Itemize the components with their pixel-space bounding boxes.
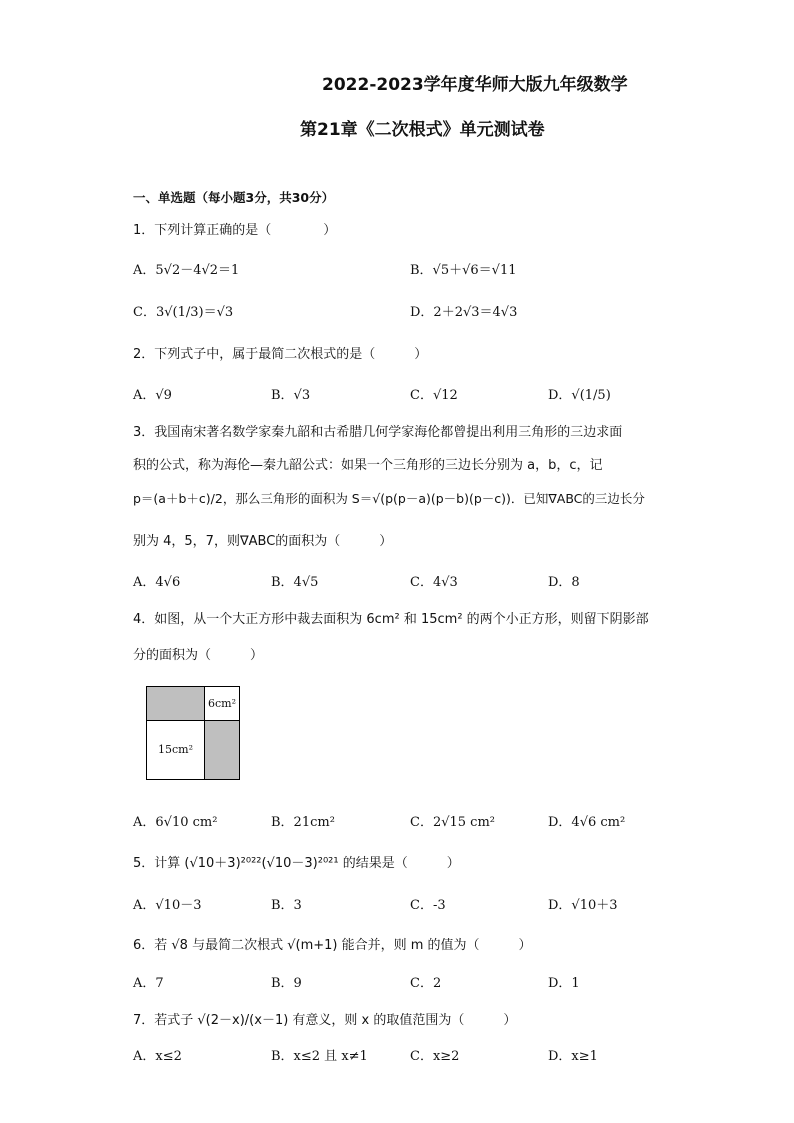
question-3-option-c: C．4√3 — [410, 575, 458, 590]
question-2-option-b: B．√3 — [271, 388, 311, 403]
question-7-stem: 7．若式子 √(2－x)/(x－1) 有意义，则 x 的取值范围为（ ） — [133, 1013, 517, 1028]
question-6-option-a: A．7 — [133, 976, 164, 991]
question-4-option-d: D．4√6 cm² — [548, 815, 626, 830]
question-1-option-b: B．√5＋√6＝√11 — [410, 263, 517, 278]
large-square — [147, 721, 205, 779]
document-title-line1: 2022-2023学年度华师大版九年级数学 — [322, 75, 628, 95]
question-3-stem-line4: 别为 4，5，7，则∇ABC的面积为（ ） — [133, 534, 393, 549]
question-2-option-c: C．√12 — [410, 388, 458, 403]
small-square — [205, 687, 239, 721]
question-6-option-c: C．2 — [410, 976, 442, 991]
question-6-stem: 6．若 √8 与最简二次根式 √(m+1) 能合并，则 m 的值为（ ） — [133, 938, 532, 953]
question-4-stem-line1: 4．如图，从一个大正方形中裁去面积为 6cm² 和 15cm² 的两个小正方形，则留下阴影部 — [133, 612, 649, 627]
section-heading: 一、单选题（每小题3分，共30分） — [133, 190, 335, 205]
question-5-option-a: A．√10－3 — [133, 898, 202, 913]
question-4-stem-line2: 分的面积为（ ） — [133, 648, 264, 663]
question-1-stem: 1．下列计算正确的是（ ） — [133, 223, 337, 238]
question-5-stem: 5．计算 (√10＋3)²⁰²²(√10－3)²⁰²¹ 的结果是（ ） — [133, 856, 460, 871]
shaded-region-top-left — [147, 687, 205, 721]
question-3-stem-line2: 积的公式，称为海伦—秦九韶公式：如果一个三角形的三边长分别为 a，b，c，记 — [133, 458, 603, 473]
question-1-option-c: C．3√(1/3)＝√3 — [133, 305, 234, 320]
large-square-label: 15cm² — [158, 743, 193, 756]
question-5-option-c: C．-3 — [410, 898, 446, 913]
question-3-option-a: A．4√6 — [133, 575, 181, 590]
question-4-option-b: B．21cm² — [271, 815, 335, 830]
question-2-stem: 2．下列式子中，属于最简二次根式的是（ ） — [133, 347, 428, 362]
question-7-option-d: D．x≥1 — [548, 1049, 598, 1064]
question-4-option-a: A．6√10 cm² — [133, 815, 218, 830]
question-2-option-d: D．√(1/5) — [548, 388, 611, 403]
small-square-label: 6cm² — [208, 697, 236, 710]
question-5-option-d: D．√10＋3 — [548, 898, 618, 913]
question-1-option-a: A．5√2－4√2＝1 — [133, 263, 240, 278]
question-3-option-b: B．4√5 — [271, 575, 319, 590]
question-5-option-b: B．3 — [271, 898, 302, 913]
shaded-region-bottom-right — [205, 721, 239, 779]
question-7-option-a: A．x≤2 — [133, 1049, 182, 1064]
question-3-option-d: D．8 — [548, 575, 580, 590]
question-3-stem-line1: 3．我国南宋著名数学家秦九韶和古希腊几何学家海伦都曾提出利用三角形的三边求面 — [133, 425, 623, 440]
question-4-option-c: C．2√15 cm² — [410, 815, 495, 830]
question-6-option-d: D．1 — [548, 976, 580, 991]
question-3-stem-line3: p＝(a＋b＋c)/2，那么三角形的面积为 S＝√(p(p－a)(p－b)(p－c))．已知∇ABC的三边长分 — [133, 491, 645, 506]
question-7-option-b: B．x≤2 且 x≠1 — [271, 1049, 368, 1064]
question-1-option-d: D．2＋2√3＝4√3 — [410, 305, 518, 320]
question-7-option-c: C．x≥2 — [410, 1049, 460, 1064]
question-2-option-a: A．√9 — [133, 388, 172, 403]
square-figure — [146, 686, 240, 780]
question-6-option-b: B．9 — [271, 976, 302, 991]
document-title-line2: 第21章《二次根式》单元测试卷 — [300, 120, 545, 140]
